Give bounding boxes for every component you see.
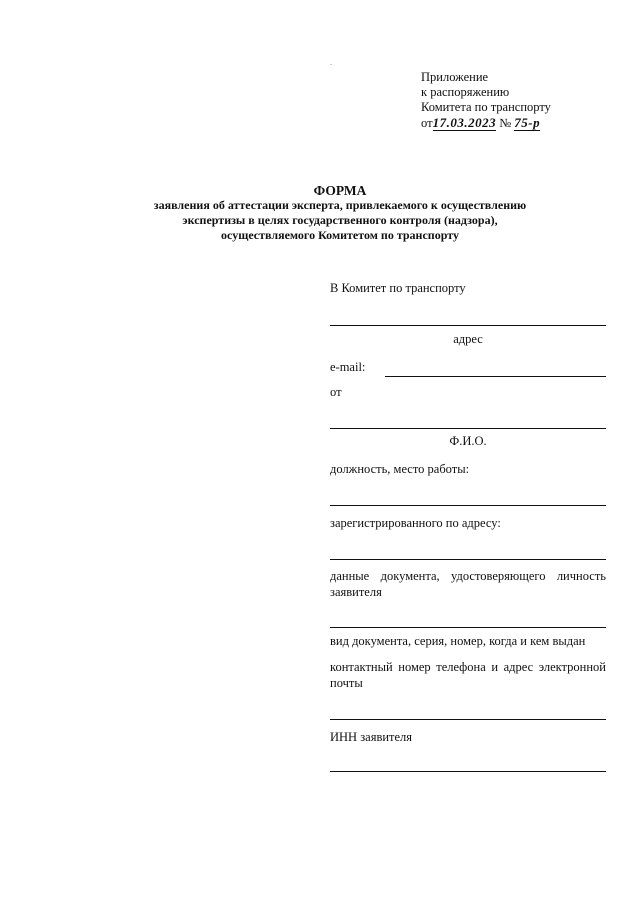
address-line[interactable] — [330, 325, 606, 326]
number-prefix: № — [499, 116, 512, 130]
position-line[interactable] — [330, 505, 606, 506]
addressee-label: В Комитет по транспорту — [330, 281, 466, 295]
appendix-line-2: к распоряжению — [421, 85, 510, 99]
inn-line[interactable] — [330, 771, 606, 772]
id-document-line[interactable] — [330, 627, 606, 628]
appendix-date-row — [421, 115, 551, 131]
id-document-label — [330, 568, 606, 600]
id-document-label-line-1: данные документа, удостоверяющего личность — [330, 569, 606, 583]
contact-label-line-2: почты — [330, 676, 363, 690]
form-title-line-1: заявления об аттестации эксперта, привлекаемого к осуществлению — [153, 198, 527, 212]
appendix-line-1: Приложение — [421, 70, 489, 84]
fio-caption: Ф.И.О. — [449, 434, 487, 448]
contact-label-line-1: контактный номер телефона и адрес электронной — [330, 660, 606, 674]
email-field-line[interactable] — [385, 376, 606, 377]
position-label: должность, место работы: — [330, 462, 470, 476]
inn-label: ИНН заявителя — [330, 730, 413, 744]
form-title-line-2: экспертизы в целях государственного контроля (надзора), — [182, 213, 498, 227]
address-caption: адрес — [453, 332, 483, 346]
document-details-caption: вид документа, серия, номер, когда и кем выдан — [330, 634, 586, 648]
from-label: от — [330, 385, 342, 399]
form-heading: ФОРМА — [313, 183, 367, 198]
date-prefix: от — [421, 116, 433, 130]
email-label: e-mail: — [330, 360, 366, 374]
contact-label — [330, 659, 606, 691]
registered-address-label: зарегистрированного по адресу: — [330, 516, 501, 530]
handwritten-date: 17.03.2023 — [432, 115, 497, 130]
form-title-line-3: осуществляемого Комитетом по транспорту — [221, 228, 459, 242]
appendix-line-3: Комитета по транспорту — [421, 100, 551, 114]
fio-line[interactable] — [330, 428, 606, 429]
appendix-block — [421, 70, 551, 131]
registered-address-line[interactable] — [330, 559, 606, 560]
form-title — [100, 198, 580, 243]
id-document-label-line-2: заявителя — [330, 585, 382, 599]
handwritten-number: 75-р — [514, 115, 541, 130]
contact-line[interactable] — [330, 719, 606, 720]
scan-dot: . — [330, 58, 332, 67]
